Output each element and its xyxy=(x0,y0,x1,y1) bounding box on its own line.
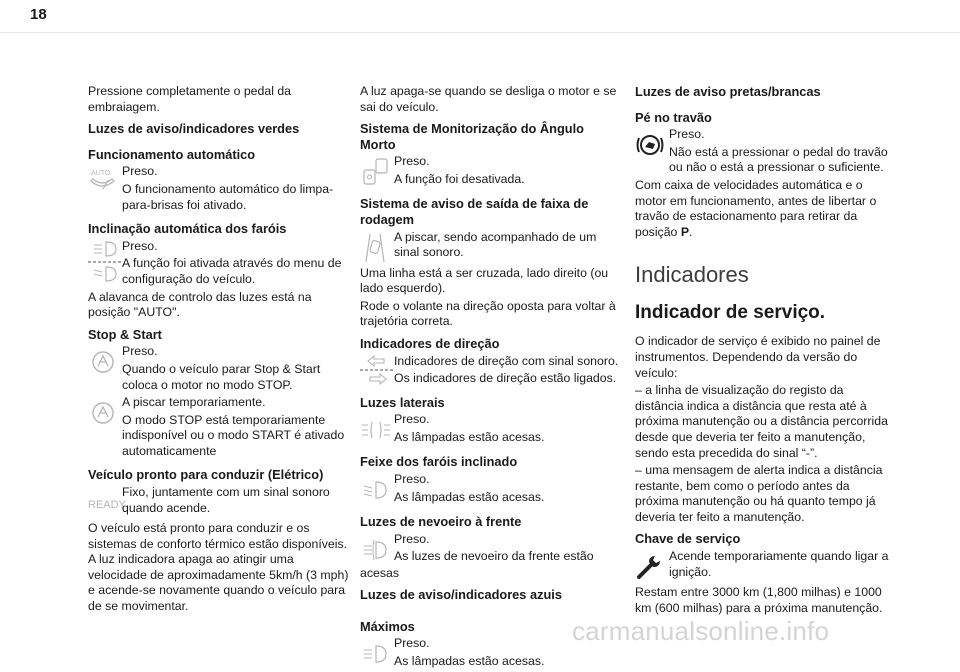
entry-dipped-beam xyxy=(360,454,620,508)
watermark: carmanualsonline.info xyxy=(572,616,830,646)
entry-title: Sistema de Monitorização do Ângulo Morto xyxy=(360,121,584,152)
entry-title: Luzes de nevoeiro à frente xyxy=(360,513,522,529)
intro-text: A luz apaga-se quando se desliga o motor e se sai do veículo. xyxy=(360,84,617,114)
entry-desc: As lâmpadas estão acesas. xyxy=(394,429,545,444)
stop-start-icon xyxy=(88,344,122,380)
entry-extra: O veículo está pronto para conduzir e os sistemas de conforto térmico estão disponíveis. A luz indicadora apaga ao atingir uma velocidade de aproximadamente 5km/h (3 mph) e acende-se novamente quando o veículo para de se movimentar. xyxy=(88,521,349,614)
entry-desc: Não está a pressionar o pedal do travão ou não o está a pressionar o suficiente. xyxy=(669,144,888,175)
entry-desc: A função foi desativada. xyxy=(394,171,525,186)
entry-title: Pé no travão xyxy=(635,109,712,125)
entry-state: A piscar temporariamente. xyxy=(122,395,266,410)
blind-spot-icon xyxy=(360,154,394,190)
entry-ready xyxy=(88,467,352,614)
column-1 xyxy=(88,84,352,617)
entry-extra: Restam entre 3000 km (1,800 milhas) e 1000 km (600 milhas) para a próxima manutenção. xyxy=(635,585,883,615)
entry-extra: A alavanca de controlo das luzes está na posição "AUTO". xyxy=(88,289,312,320)
entry-title: Funcionamento automático xyxy=(88,146,256,162)
entry-title: Luzes laterais xyxy=(360,394,445,410)
entry-title: Indicadores de direção xyxy=(360,335,500,351)
dipped-beam-icon xyxy=(360,472,394,508)
entry-state: Preso. xyxy=(122,164,158,179)
entry-side-lamps xyxy=(360,395,620,449)
service-text: – a linha de visualização do registo da distância indica a distância que resta até à próxima manutenção ou a distância percorrida desde que deveria ter feito a manutenção, sendo esta precedida do sinal “-”. xyxy=(635,383,888,460)
column-3 xyxy=(635,84,895,618)
header-divider xyxy=(0,32,960,33)
entry-desc: A piscar, sendo acompanhado de um sinal sonoro. xyxy=(394,229,597,260)
entry-desc: As lâmpadas estão acesas. xyxy=(394,653,545,668)
auto-label: AUTO xyxy=(91,170,111,178)
entry-state: Preso. xyxy=(394,412,430,427)
turn-signals-icon xyxy=(360,354,394,388)
headlamp-levelling-icon xyxy=(88,239,122,285)
entry-front-fog xyxy=(360,514,620,581)
entry-blind-spot xyxy=(360,121,620,190)
side-lamps-icon xyxy=(360,412,394,448)
entry-state: Preso. xyxy=(122,344,158,359)
column-2 xyxy=(360,84,620,672)
stop-start-flashing-icon xyxy=(88,395,122,431)
entry-state: Preso. xyxy=(394,531,430,546)
entry-desc: O modo STOP está temporariamente indisponível ou o modo START é ativado automaticamente xyxy=(122,412,345,458)
entry-stop-start xyxy=(88,327,352,462)
entry-foot-brake xyxy=(635,110,895,241)
entry-title: Feixe dos faróis inclinado xyxy=(360,454,518,470)
page-number: 18 xyxy=(30,6,47,23)
section-blue: Luzes de aviso/indicadores azuis xyxy=(360,587,562,603)
entry-spanner xyxy=(635,531,895,616)
service-text: O indicador de serviço é exibido no painel de instrumentos. Dependendo da versão do veículo: xyxy=(635,334,881,380)
entry-extra: Rode o volante na direção oposta para voltar à trajetória correta. xyxy=(360,298,616,329)
entry-state: Preso. xyxy=(122,238,158,253)
ready-label: READY xyxy=(88,499,126,512)
entry-desc: Os indicadores de direção estão ligados. xyxy=(394,371,617,386)
entry-desc: Quando o veículo parar Stop & Start coloca o motor no modo STOP. xyxy=(122,361,321,392)
service-heading: Indicador de serviço. xyxy=(635,302,826,324)
spanner-icon xyxy=(635,549,669,585)
entry-desc: Fixo, juntamente com um sinal sonoro quando acende. xyxy=(122,485,330,515)
indicators-heading: Indicadores xyxy=(635,262,749,288)
main-beam-icon xyxy=(360,636,394,672)
entry-lane-departure xyxy=(360,196,620,330)
entry-title: Máximos xyxy=(360,618,415,634)
entry-desc: As luzes de nevoeiro da frente estão xyxy=(394,549,594,564)
entry-state: Preso. xyxy=(394,636,430,651)
entry-turn-signals xyxy=(360,336,620,389)
entry-desc: O funcionamento automático do limpa-para-brisas foi ativado. xyxy=(122,181,334,212)
entry-title: Inclinação automática dos faróis xyxy=(88,221,287,237)
entry-desc: Acende temporariamente quando ligar a ignição. xyxy=(669,549,889,579)
entry-state: Preso. xyxy=(394,471,430,486)
front-fog-icon xyxy=(360,532,394,568)
lane-departure-icon xyxy=(360,230,394,266)
entry-desc: As lâmpadas estão acesas. xyxy=(394,489,545,504)
entry-title: Sistema de aviso de saída de faixa de rodagem xyxy=(360,196,589,227)
entry-title: Chave de serviço xyxy=(635,531,741,547)
entry-extra: acesas xyxy=(360,565,399,580)
entry-desc: Indicadores de direção com sinal sonoro. xyxy=(394,353,619,368)
entry-auto-wipers xyxy=(88,147,352,215)
service-text: – uma mensagem de alerta indica a distância restante, bem como o período antes da próxima manutenção ou há quanto tempo já deveria ter feito a manutenção. xyxy=(635,463,883,524)
entry-title: Stop & Start xyxy=(88,326,162,342)
entry-desc: A função foi ativada através do menu de configuração do veículo. xyxy=(122,256,342,286)
section-green: Luzes de aviso/indicadores verdes xyxy=(88,121,300,137)
foot-on-brake-icon xyxy=(635,127,669,163)
entry-extra: Com caixa de velocidades automática e o motor em funcionamento, antes de libertar o travão de estacionamento para retirar da posição P. xyxy=(635,177,877,239)
section-black-white: Luzes de aviso pretas/brancas xyxy=(635,84,821,99)
entry-state: Preso. xyxy=(669,127,705,142)
intro-text: Pressione completamente o pedal da embraiagem. xyxy=(88,84,292,114)
entry-title: Veículo pronto para conduzir (Elétrico) xyxy=(88,467,324,483)
ready-icon xyxy=(88,485,126,521)
entry-state: Preso. xyxy=(394,154,430,169)
entry-extra: Uma linha está a ser cruzada, lado direito (ou lado esquerdo). xyxy=(360,265,609,296)
entry-headlamp-levelling xyxy=(88,221,352,321)
